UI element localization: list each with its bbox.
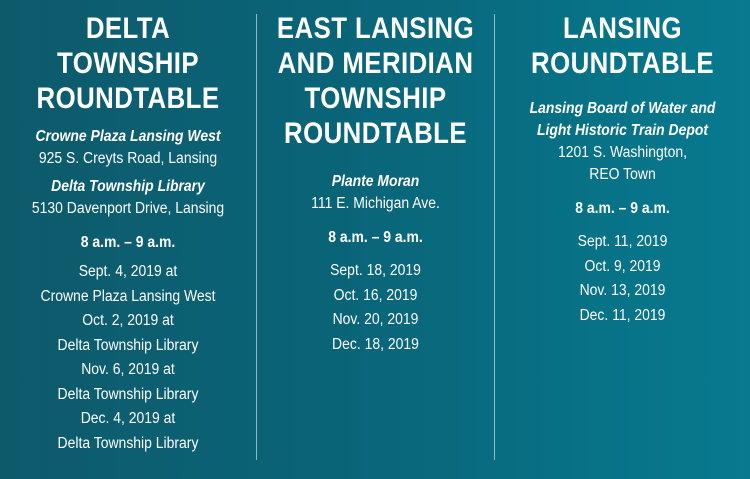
delta-locations <box>13 126 243 456</box>
title-line: ROUNDTABLE <box>284 117 467 150</box>
east-lansing-title <box>257 11 494 151</box>
title-line: DELTA <box>85 12 171 45</box>
date-line: Dec. 11, 2019 <box>579 306 666 324</box>
date-line: Dec. 4, 2019 at <box>80 410 176 427</box>
location-address-line: REO Town <box>589 166 656 183</box>
date-line: Oct. 16, 2019 <box>333 286 418 304</box>
date-line: Nov. 13, 2019 <box>579 282 666 299</box>
date-line: Crowne Plaza Lansing West <box>40 287 216 305</box>
location-name-line: Lansing Board of Water and <box>529 100 716 117</box>
date-line: Sept. 4, 2019 at <box>78 263 178 280</box>
title-line: TOWNSHIP <box>56 47 200 80</box>
title-line: ROUNDTABLE <box>531 47 714 80</box>
meeting-time: 8 a.m. – 9 a.m. <box>575 200 670 217</box>
date-list <box>508 230 738 328</box>
date-line: Dec. 18, 2019 <box>332 335 419 353</box>
title-line: AND MERIDIAN <box>277 47 474 80</box>
location-name-line: Light Historic Train Depot <box>536 122 709 139</box>
date-line: Delta Township Library <box>57 434 199 452</box>
date-list <box>13 260 243 456</box>
meeting-time: 8 a.m. – 9 a.m. <box>80 234 176 251</box>
date-line: Nov. 6, 2019 at <box>81 361 175 378</box>
title-line: LANSING <box>562 12 683 45</box>
title-line: EAST LANSING <box>276 12 475 45</box>
location-address-line: 1201 S. Washington, <box>557 144 687 161</box>
date-line: Nov. 20, 2019 <box>332 311 419 328</box>
delta-title <box>0 11 256 116</box>
date-line: Sept. 18, 2019 <box>330 262 421 279</box>
title-line: ROUNDTABLE <box>36 82 220 115</box>
lansing-title <box>495 11 750 81</box>
location-address: 5130 Davenport Drive, Lansing <box>31 200 225 217</box>
location-name: Plante Moran <box>331 173 420 190</box>
location-name: Crowne Plaza Lansing West <box>35 128 221 145</box>
date-line: Delta Township Library <box>57 385 199 403</box>
location-name: Delta Township Library <box>51 178 205 195</box>
location-address: 111 E. Michigan Ave. <box>311 195 440 212</box>
east-lansing-details <box>269 171 482 357</box>
date-list <box>269 259 482 357</box>
date-line: Delta Township Library <box>57 336 199 354</box>
meeting-time: 8 a.m. – 9 a.m. <box>328 229 423 246</box>
date-line: Sept. 11, 2019 <box>577 233 668 250</box>
date-line: Oct. 2, 2019 at <box>82 312 174 329</box>
location-address: 925 S. Creyts Road, Lansing <box>38 150 218 167</box>
date-line: Oct. 9, 2019 <box>584 257 661 275</box>
lansing-details <box>508 98 738 328</box>
title-line: TOWNSHIP <box>304 82 447 115</box>
